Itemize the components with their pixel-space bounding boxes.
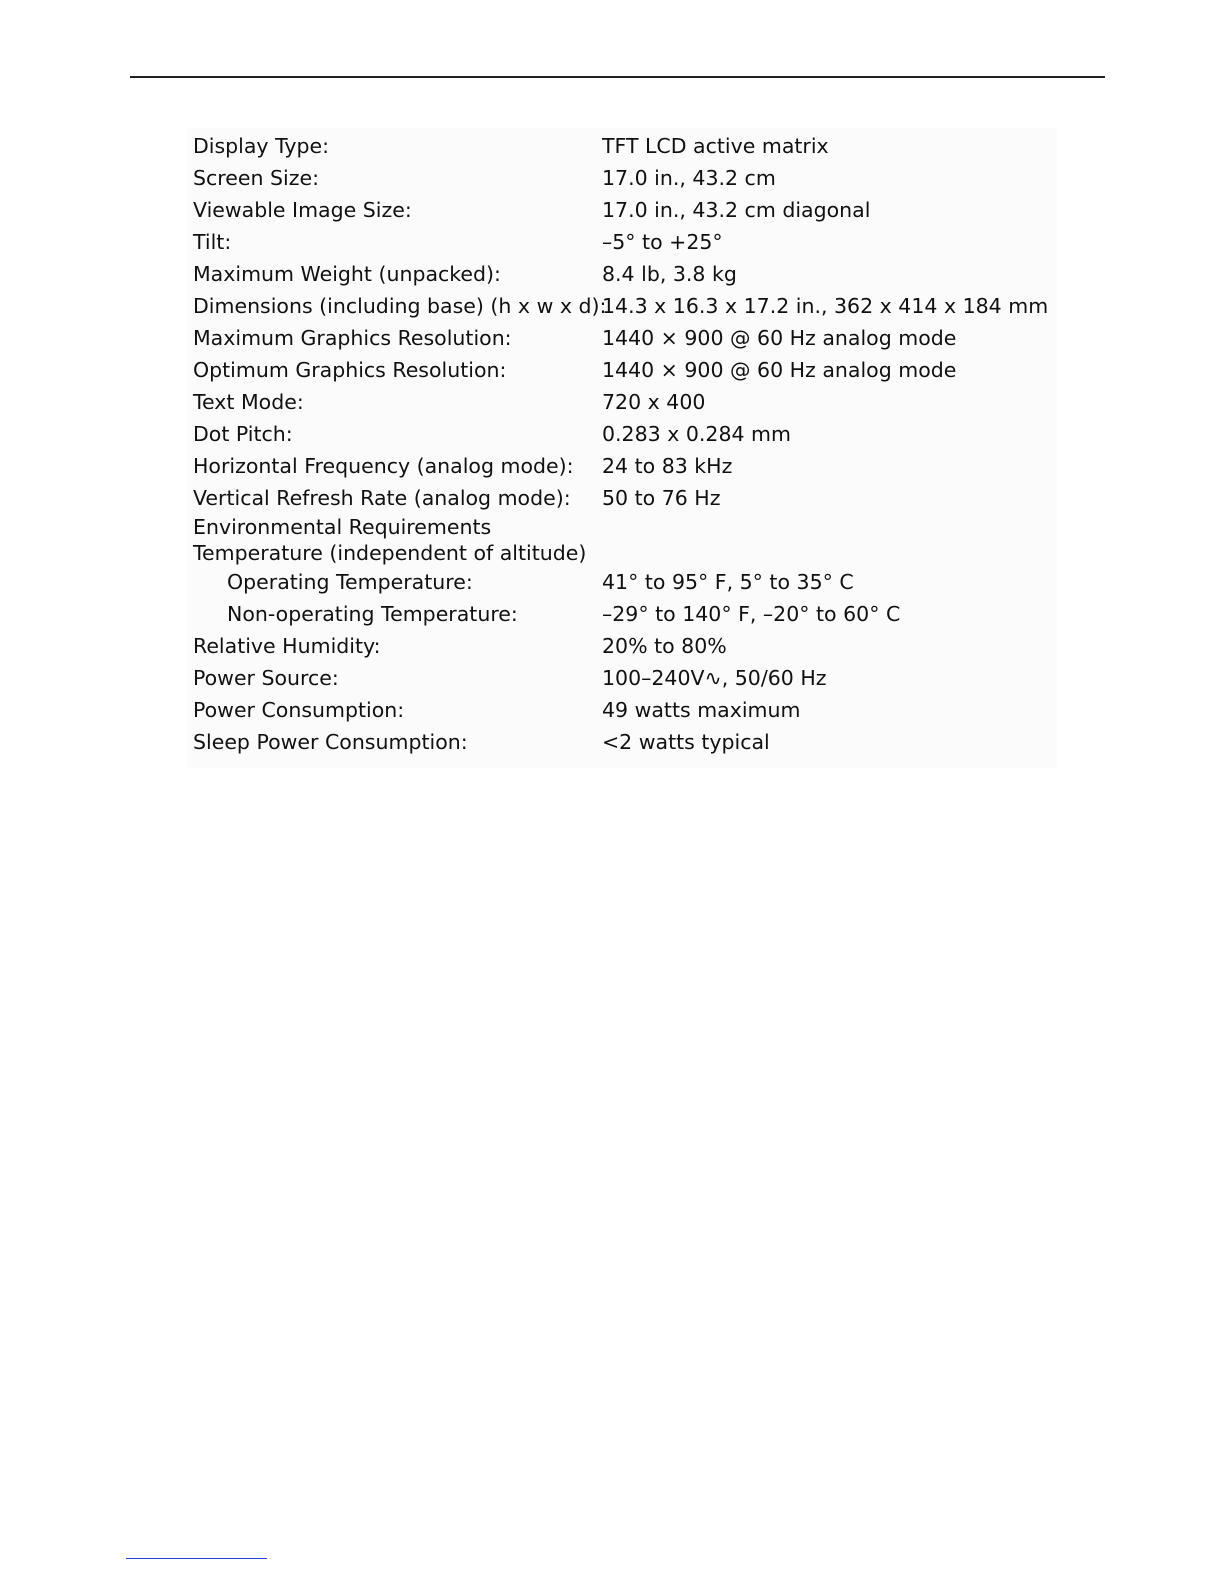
spec-label: Tilt: [193,230,232,254]
spec-value: 24 to 83 kHz [602,454,733,478]
spec-value: 0.283 x 0.284 mm [602,422,791,446]
specifications-table [193,130,1073,758]
spec-value: 17.0 in., 43.2 cm diagonal [602,198,871,222]
spec-label: Operating Temperature: [227,570,473,594]
section-heading: Environmental Requirements [193,515,492,539]
spec-value: <2 watts typical [602,730,770,754]
spec-label: Relative Humidity: [193,634,381,658]
spec-label: Non-operating Temperature: [227,602,518,626]
spec-value: 14.3 x 16.3 x 17.2 in., 362 x 414 x 184 mm [602,294,1049,318]
spec-row-dimensions [193,290,1073,322]
spec-value: 1440 × 900 @ 60 Hz analog mode [602,326,957,350]
spec-label: Vertical Refresh Rate (analog mode): [193,486,571,510]
spec-row-optimum-graphics-resolution [193,354,1073,386]
spec-value: 20% to 80% [602,634,727,658]
section-subheading: Temperature (independent of altitude) [193,541,587,565]
spec-row-horizontal-frequency [193,450,1073,482]
spec-row-nonoperating-temperature [193,598,1073,630]
spec-value: 100–240V∿, 50/60 Hz [602,666,827,690]
spec-label: Text Mode: [193,390,304,414]
spec-label: Viewable Image Size: [193,198,412,222]
spec-value: 49 watts maximum [602,698,801,722]
spec-value: 720 x 400 [602,390,706,414]
spec-label: Screen Size: [193,166,319,190]
spec-row-dot-pitch [193,418,1073,450]
spec-row-screen-size [193,162,1073,194]
spec-value: 41° to 95° F, 5° to 35° C [602,570,854,594]
spec-row-power-consumption [193,694,1073,726]
spec-row-power-source [193,662,1073,694]
spec-label: Horizontal Frequency (analog mode): [193,454,574,478]
spec-label: Dimensions (including base) (h x w x d): [193,294,607,318]
spec-row-maximum-graphics-resolution [193,322,1073,354]
spec-value: 17.0 in., 43.2 cm [602,166,776,190]
spec-label: Optimum Graphics Resolution: [193,358,507,382]
spec-row-environmental-heading [193,514,1073,540]
footer-link-rule [126,1558,267,1559]
spec-row-viewable-image-size [193,194,1073,226]
spec-row-sleep-power-consumption [193,726,1073,758]
spec-row-operating-temperature [193,566,1073,598]
spec-label: Dot Pitch: [193,422,293,446]
spec-row-temperature-subheading [193,540,1073,566]
spec-value: 50 to 76 Hz [602,486,721,510]
spec-value: TFT LCD active matrix [602,134,829,158]
spec-row-text-mode [193,386,1073,418]
header-rule [130,76,1105,78]
spec-label: Power Source: [193,666,339,690]
spec-row-vertical-refresh-rate [193,482,1073,514]
spec-value: 1440 × 900 @ 60 Hz analog mode [602,358,957,382]
spec-value: –5° to +25° [602,230,723,254]
spec-row-tilt [193,226,1073,258]
spec-value: 8.4 lb, 3.8 kg [602,262,737,286]
spec-label: Maximum Weight (unpacked): [193,262,501,286]
spec-label: Display Type: [193,134,330,158]
spec-row-maximum-weight [193,258,1073,290]
spec-value: –29° to 140° F, –20° to 60° C [602,602,901,626]
spec-label: Power Consumption: [193,698,405,722]
spec-label: Sleep Power Consumption: [193,730,468,754]
spec-row-relative-humidity [193,630,1073,662]
spec-label: Maximum Graphics Resolution: [193,326,512,350]
spec-row-display-type [193,130,1073,162]
